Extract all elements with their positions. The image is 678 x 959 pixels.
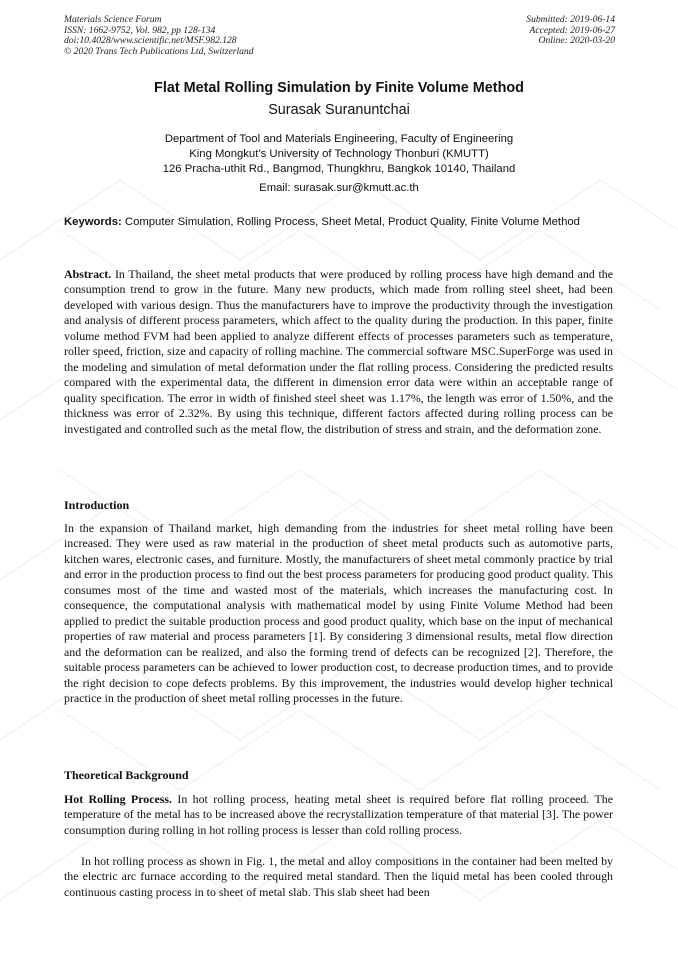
author-email[interactable]: Email: surasak.sur@kmutt.ac.th [259, 182, 419, 194]
affiliation-line: King Mongkut’s University of Technology Thonburi (KMUTT) [189, 148, 489, 160]
theory-heading: Theoretical Background [64, 768, 189, 782]
keywords-text: Computer Simulation, Rolling Process, Sheet Metal, Product Quality, Finite Volume Method [124, 216, 580, 228]
issn: ISSN: 1662-9752, Vol. 982, pp 128-134 [64, 24, 216, 36]
hot-rolling-label: Hot Rolling Process. [64, 792, 172, 806]
accepted-date: Accepted: 2019-06-27 [529, 24, 615, 36]
hot-rolling-paragraph [64, 792, 613, 838]
hot-rolling-paragraph-2: In hot rolling process as shown in Fig. 1, the metal and alloy compositions in the container had been melted by the electric arc furnace according to the required metal standard. Then the liquid metal has been cooled through continuous casting process in to sheet of metal slab. This slab sheet had been [64, 854, 613, 899]
author-name: Surasak Suranuntchai [268, 102, 410, 118]
header-right [526, 15, 615, 47]
header-left [64, 15, 254, 57]
abstract [64, 267, 613, 437]
hot-rolling-text: In hot rolling process, heating metal sheet is required before flat rolling proceed. The temperature of the metal has to be increased above the recrystallization temperature of that material [3]. The power consumption during rolling in hot rolling process is lesser than cold rolling process. [64, 792, 613, 837]
keywords [64, 215, 613, 230]
introduction-text: In the expansion of Thailand market, high demanding from the industries for sheet metal rolling have been increased. They were used as raw material in the production of sheet metal products such as automotive parts, kitchen wares, electronic cases, and furniture. Mostly, the manufacturers of sheet metal commonly practice by trial and error in the production process to find out the best process parameters for producing good product quality. This consumes most of the time and wasted most of the materials, which increases the manufacturing cost. In consequence, the computational analysis with mathematical model by using Finite Volume Method had been applied to predict the suitable production process and good product quality, which base on the input of mechanical properties of raw material and process parameters [1]. By considering 3 dimensional results, metal flow direction and the deformation can be realized, and also the forming trend of defects can be recognized [2]. Therefore, the suitable process parameters can be achieved to lower production cost, to decrease production times, and to provide the right decision to cope defects problems. By this improvement, the industries would develop higher technical practice in the production of sheet metal rolling processes in the future. [64, 521, 613, 705]
doi-link[interactable]: doi:10.4028/www.scientific.net/MSF.982.128 [64, 35, 237, 47]
abstract-label: Abstract. [64, 267, 112, 281]
introduction-heading: Introduction [64, 498, 130, 512]
affiliation-line: Department of Tool and Materials Engineering, Faculty of Engineering [164, 133, 514, 145]
keywords-label: Keywords: [64, 216, 122, 228]
paper-title: Flat Metal Rolling Simulation by Finite Volume Method [154, 80, 524, 96]
affiliation [0, 132, 678, 177]
journal-name: Materials Science Forum [64, 14, 162, 25]
online-date: Online: 2020-03-20 [538, 35, 615, 47]
submitted-date: Submitted: 2019-06-14 [526, 14, 615, 25]
abstract-text: In Thailand, the sheet metal products that were produced by rolling process have high demand and the consumption trend to grow in the future. Many new products, which made from rolling steel sheet, had been developed with various design. Thus the manufacturers have to improve the productivity through the investigation and analysis of different process parameters, which affect to the quality during the production. In this paper, finite volume method FVM had been applied to analyze different effects of processes parameters such as temperature, roller speed, friction, size and capacity of rolling machine. The commercial software MSC.SuperForge was used in the modeling and simulation of metal deformation under the flat rolling process. Considering the predicted results compared with the experimental data, the different in dimension error data were within an acceptable range of quality specification. The error in width of finished steel sheet was 1.17%, the length was error of 1.50%, and the thickness was error of 2.32%. By using this technique, different factors affected during rolling process can be investigated and controlled such as the metal flow, the distribution of stress and strain, and the deformation zone. [64, 267, 613, 436]
copyright: © 2020 Trans Tech Publications Ltd, Switzerland [64, 45, 254, 57]
affiliation-line: 126 Pracha-uthit Rd., Bangmod, Thungkhru, Bangkok 10140, Thailand [162, 163, 516, 175]
